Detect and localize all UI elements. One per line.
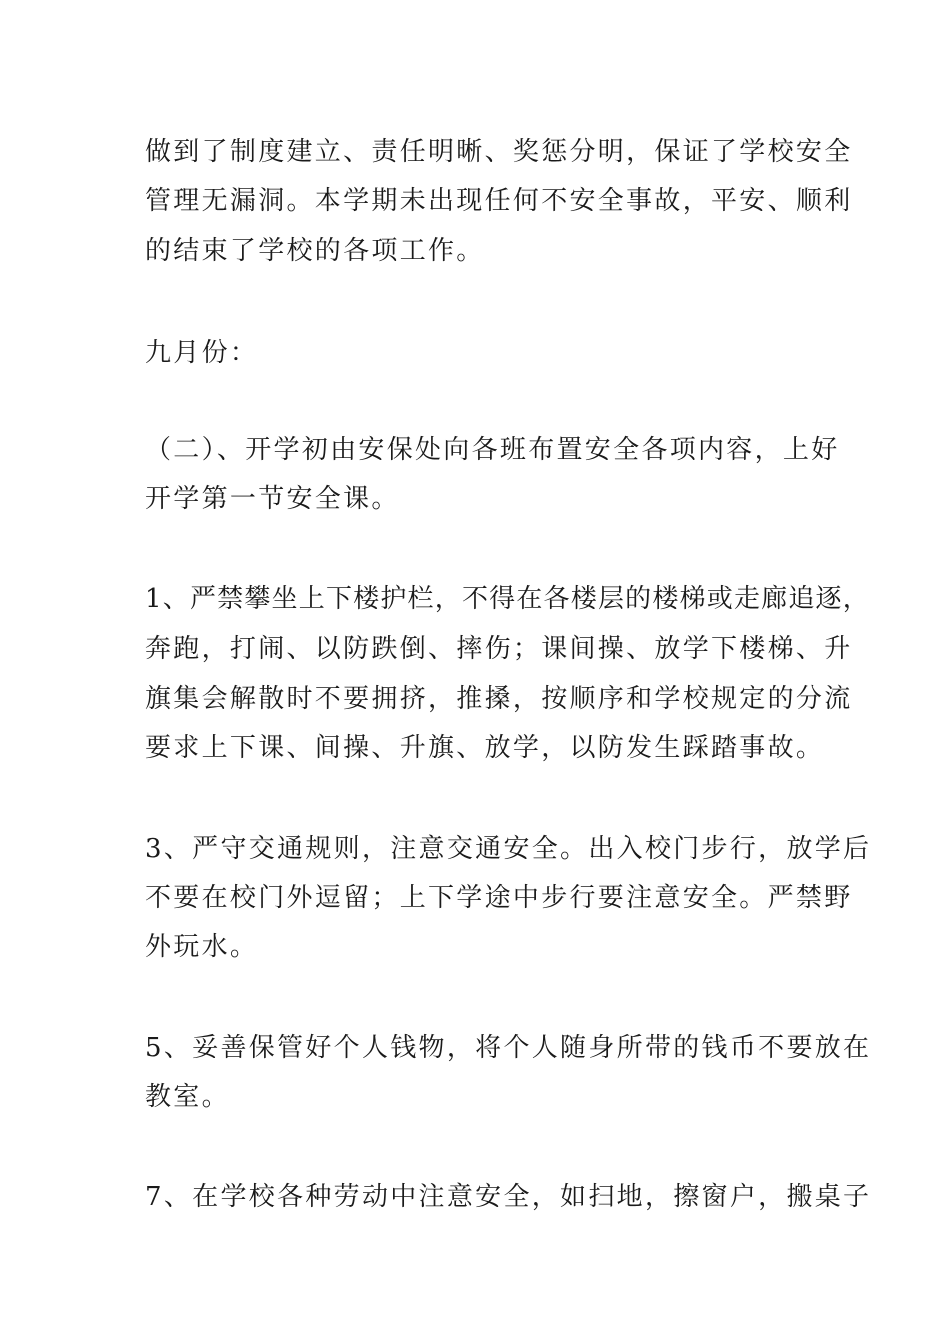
month-heading: 九月份：	[145, 338, 259, 368]
text-line: 1、严禁攀坐上下楼护栏，不得在各楼层的楼梯或走廊追逐，	[145, 584, 870, 614]
text-line: 要求上下课、间操、升旗、放学，以防发生踩踏事故。	[145, 733, 825, 763]
text-line: 做到了制度建立、责任明晰、奖惩分明，保证了学校安全	[145, 137, 853, 167]
text-line: 的结束了学校的各项工作。	[145, 236, 485, 266]
text-line: 不要在校门外逗留；上下学途中步行要注意安全。严禁野	[145, 883, 853, 913]
text-line: 开学第一节安全课。	[145, 484, 400, 514]
text-line: 旗集会解散时不要拥挤，推搡，按顺序和学校规定的分流	[145, 684, 853, 714]
text-line: 教室。	[145, 1082, 230, 1112]
text-line: （二）、开学初由安保处向各班布置安全各项内容，上好	[145, 435, 840, 465]
text-line: 3、严守交通规则，注意交通安全。出入校门步行，放学后	[145, 834, 872, 864]
text-line: 5、妥善保管好个人钱物，将个人随身所带的钱币不要放在	[145, 1033, 872, 1063]
text-line: 奔跑，打闹、以防跌倒、摔伤；课间操、放学下楼梯、升	[145, 634, 853, 664]
text-line: 外玩水。	[145, 932, 259, 962]
text-line: 管理无漏洞。本学期未出现任何不安全事故，平安、顺利	[145, 186, 853, 216]
text-line: 7、在学校各种劳动中注意安全，如扫地，擦窗户，搬桌子	[145, 1182, 872, 1212]
